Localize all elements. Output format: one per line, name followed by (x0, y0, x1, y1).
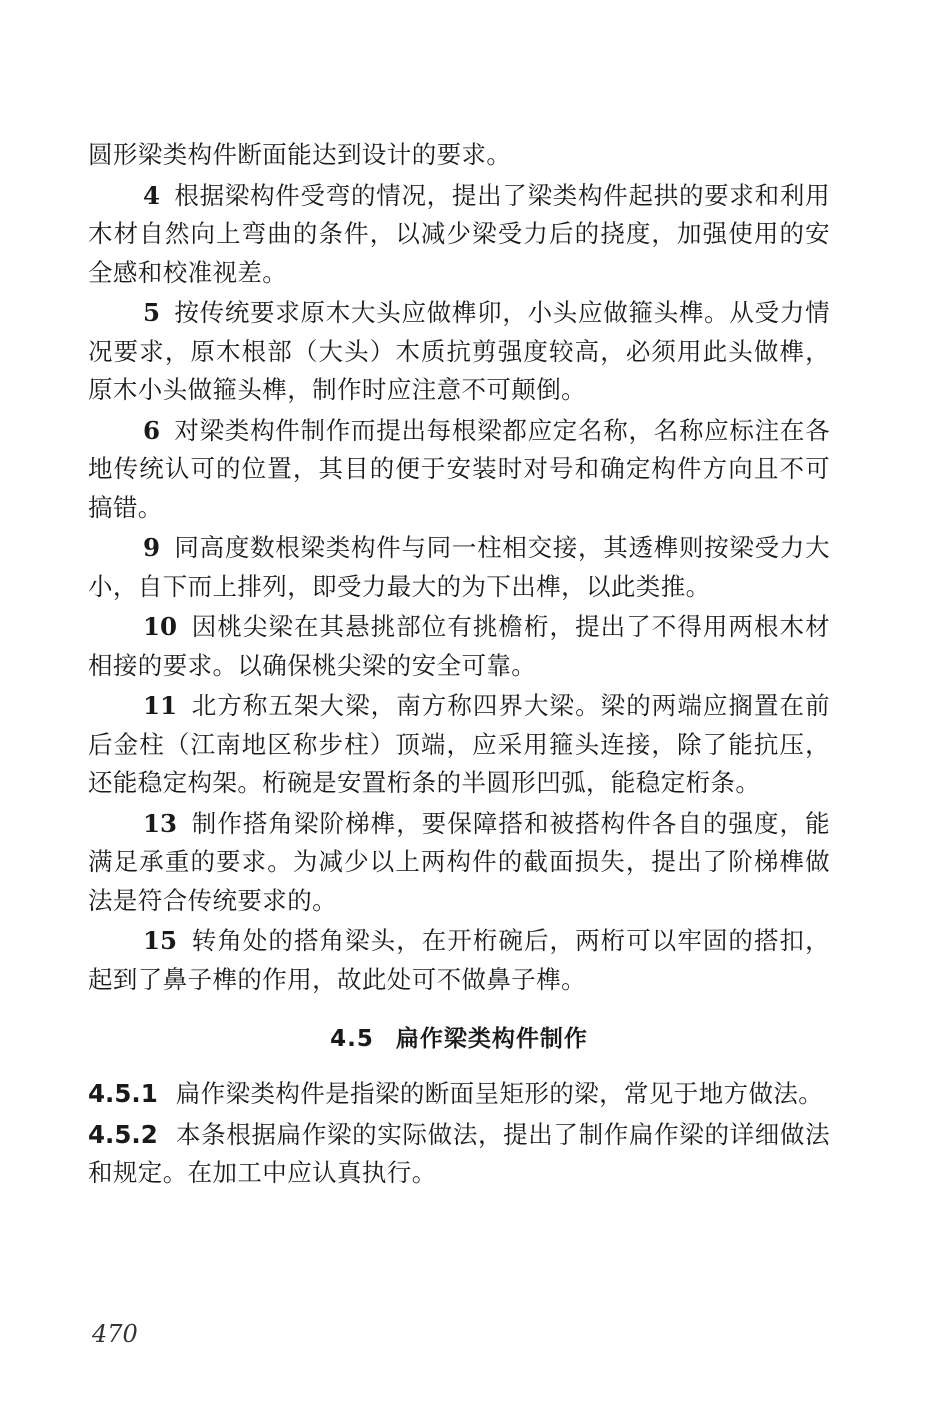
clause-number: 4.5.2 (88, 1119, 158, 1149)
item-text: 制作搭角梁阶梯榫，要保障搭和被搭构件各自的强度，能满足承重的要求。为减少以上两构件的截面损失，提出了阶梯榫做法是符合传统要求的。 (88, 808, 830, 915)
item-paragraph (88, 922, 830, 999)
clause-number: 4.5.1 (88, 1079, 158, 1108)
page-number: 470 (92, 1320, 138, 1348)
item-number: 4 (143, 180, 161, 210)
item-paragraph (88, 687, 830, 803)
item-paragraph (88, 412, 830, 528)
item-number: 11 (143, 691, 178, 720)
item-number: 6 (143, 415, 161, 445)
item-text: 按传统要求原木大头应做榫卯，小头应做箍头榫。从受力情况要求，原木根部（大头）木质抗剪强度较高，必须用此头做榫，原木小头做箍头榫，制作时应注意不可颠倒。 (88, 298, 830, 404)
item-number: 15 (143, 926, 178, 955)
item-paragraph (88, 805, 830, 921)
item-text: 对梁类构件制作而提出每根梁都应定名称，名称应标注在各地传统认可的位置，其目的便于安装时对号和确定构件方向且不可搞错。 (88, 415, 830, 522)
clause-text: 扁作梁类构件是指梁的断面呈矩形的梁，常见于地方做法。 (175, 1079, 824, 1108)
item-text: 根据梁构件受弯的情况，提出了梁类构件起拱的要求和利用木材自然向上弯曲的条件，以减少梁受力后的挠度，加强使用的安全感和校准视差。 (88, 180, 830, 287)
item-paragraph (88, 177, 830, 293)
document-body (88, 136, 830, 1193)
item-number: 10 (143, 612, 178, 641)
item-number: 13 (143, 808, 178, 838)
item-text: 因桃尖梁在其悬挑部位有挑檐桁，提出了不得用两根木材相接的要求。以确保桃尖梁的安全可靠。 (88, 612, 830, 680)
item-paragraph (88, 294, 830, 410)
item-paragraph (88, 608, 830, 685)
item-paragraph (88, 529, 830, 606)
section-title: 扁作梁类构件制作 (395, 1026, 588, 1052)
item-text: 转角处的搭角梁头，在开桁碗后，两桁可以牢固的搭扣，起到了鼻子榫的作用，故此处可不做鼻子榫。 (88, 926, 830, 994)
section-heading (88, 1021, 830, 1057)
item-text: 同高度数根梁类构件与同一柱相交接，其透榫则按梁受力大小，自下而上排列，即受力最大的为下出榫，以此类推。 (88, 533, 830, 601)
clause-paragraph (88, 1075, 830, 1114)
clause-paragraph (88, 1116, 830, 1193)
item-number: 5 (143, 298, 161, 327)
section-number: 4.5 (330, 1026, 374, 1052)
clause-text: 本条根据扁作梁的实际做法，提出了制作扁作梁的详细做法和规定。在加工中应认真执行。 (88, 1119, 830, 1187)
item-number: 9 (143, 533, 161, 562)
item-text: 北方称五架大梁，南方称四界大梁。梁的两端应搁置在前后金柱（江南地区称步柱）顶端，应采用箍头连接，除了能抗压，还能稳定构架。桁碗是安置桁条的半圆形凹弧，能稳定桁条。 (88, 691, 830, 797)
intro-paragraph: 圆形梁类构件断面能达到设计的要求。 (88, 140, 512, 169)
